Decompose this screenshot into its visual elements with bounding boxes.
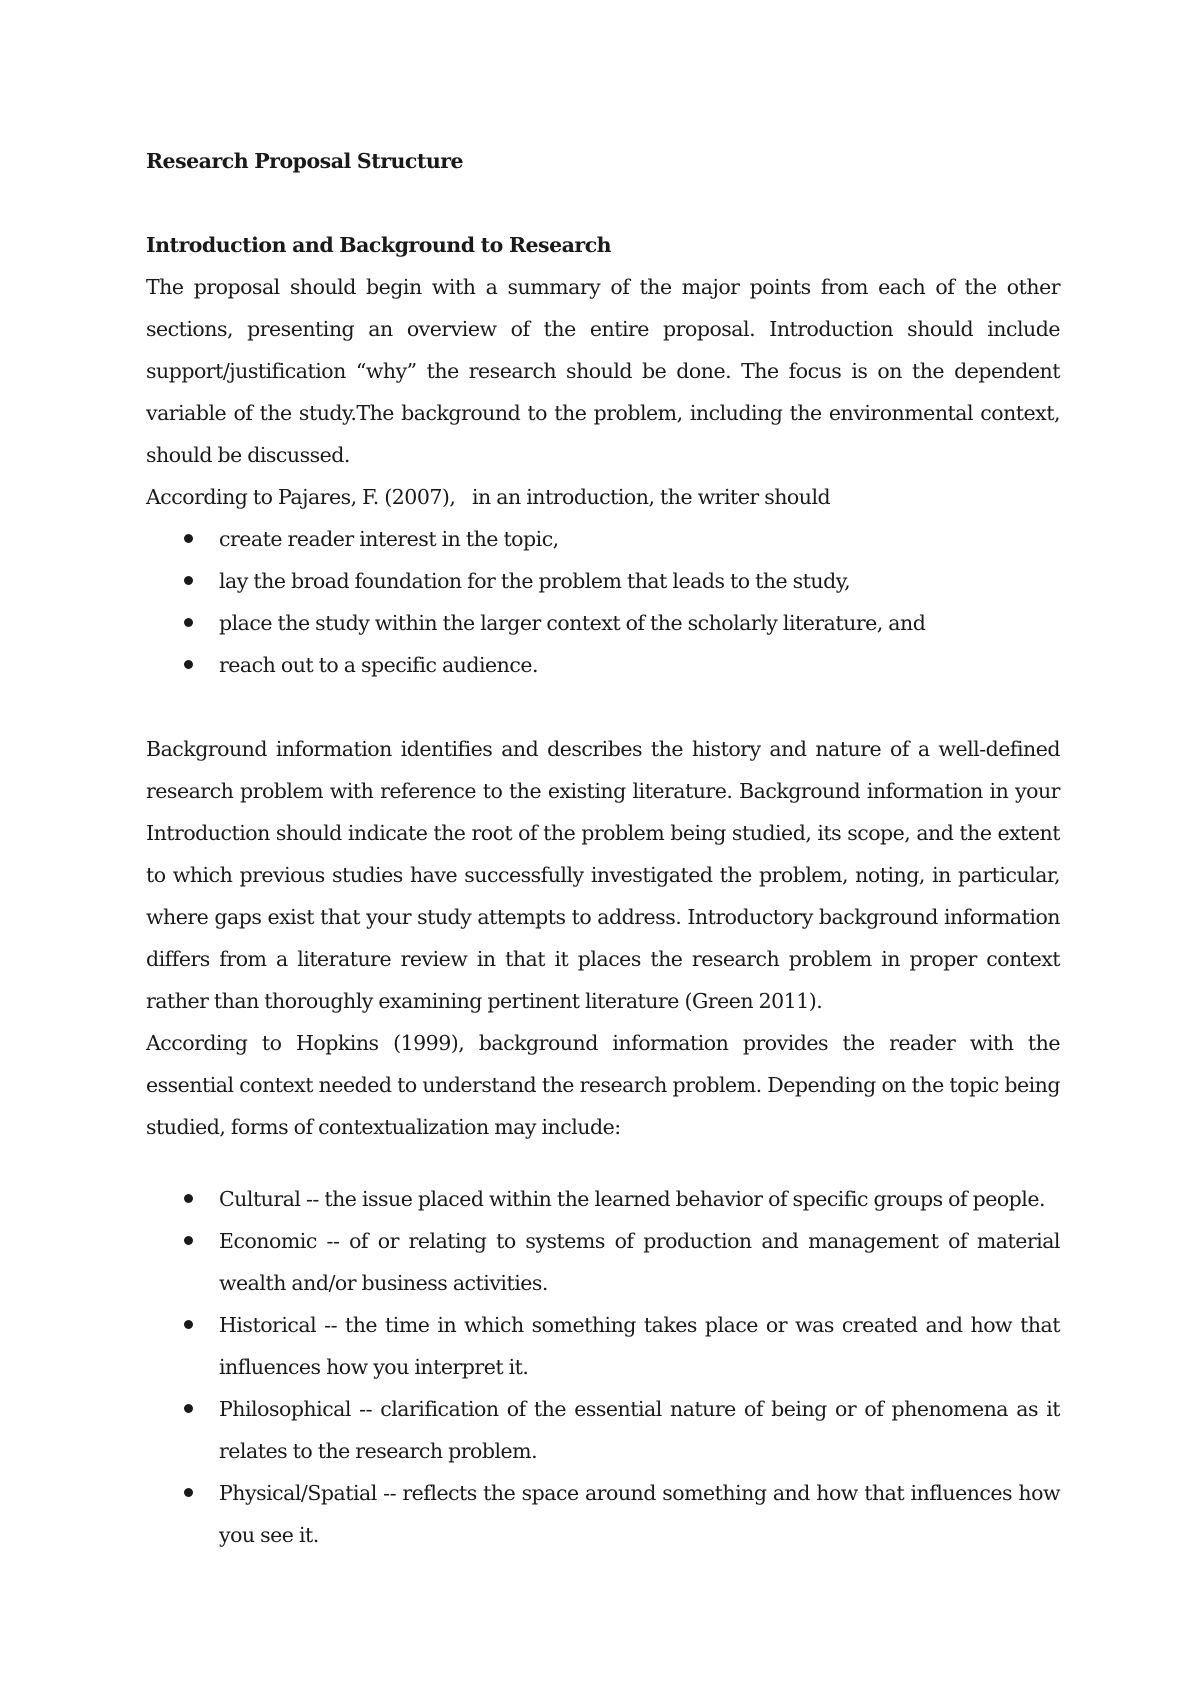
list-item-text: Cultural -- the issue placed within the learned behavior of specific groups of people. [219,1187,1046,1211]
bullet-icon [184,1236,193,1245]
document-body [146,140,1060,1556]
bullet-icon [184,1320,193,1329]
list-item [146,602,1060,644]
bullet-icon [184,1404,193,1413]
list-item [146,1178,1060,1220]
list-item-text: lay the broad foundation for the problem that leads to the study, [219,569,851,593]
list-item [146,1220,1060,1304]
bullet-icon [184,576,193,585]
list-item-text: create reader interest in the topic, [219,527,559,551]
list-item [146,1388,1060,1472]
list-item-text: Historical -- the time in which something takes place or was created and how that influences how you interpret it. [219,1313,1060,1379]
list-item-text: Economic -- of or relating to systems of production and management of material wealth and/or business activities. [219,1229,1060,1295]
list-item [146,518,1060,560]
list-item [146,1472,1060,1556]
pajares-lead-paragraph: According to Pajares, F. (2007), in an introduction, the writer should [146,485,831,509]
list-item-text: place the study within the larger context of the scholarly literature, and [219,611,926,635]
bullet-icon [184,1488,193,1497]
list-item [146,644,1060,686]
document-title: Research Proposal Structure [146,149,464,173]
list-item-text: Philosophical -- clarification of the essential nature of being or of phenomena as it relates to the research problem. [219,1397,1060,1463]
list-item [146,1304,1060,1388]
intro-bullet-list [146,518,1060,686]
background-paragraph: Background information identifies and describes the history and nature of a well-defined research problem with reference to the existing literature. Background information in your Introduction should indicate the root of the problem being studied, its scope, and the extent to which previous studies have successfully investigated the problem, noting, in particular, where gaps exist that your study attempts to address. Introductory background information differs from a literature review in that it places the research problem in proper context rather than thoroughly examining pertinent literature (Green 2011). [146,737,1060,1013]
list-item-text: reach out to a specific audience. [219,653,539,677]
bullet-icon [184,1194,193,1203]
blank-line [146,1148,1060,1178]
blank-line [146,686,1060,728]
bullet-icon [184,618,193,627]
list-item-text: Physical/Spatial -- reflects the space around something and how that influences how you see it. [219,1481,1060,1547]
hopkins-paragraph: According to Hopkins (1999), background information provides the reader with the essential context needed to understand the research problem. Depending on the topic being studied, forms of contextualization may include: [146,1031,1060,1139]
bullet-icon [184,534,193,543]
list-item [146,560,1060,602]
bullet-icon [184,660,193,669]
context-bullet-list [146,1178,1060,1556]
blank-line [146,182,1060,224]
section-heading: Introduction and Background to Research [146,233,612,257]
intro-paragraph: The proposal should begin with a summary of the major points from each of the other sections, presenting an overview of the entire proposal. Introduction should include support/justification “why” the research should be done. The focus is on the dependent variable of the study.The background to the problem, including the environmental context, should be discussed. [146,275,1060,467]
